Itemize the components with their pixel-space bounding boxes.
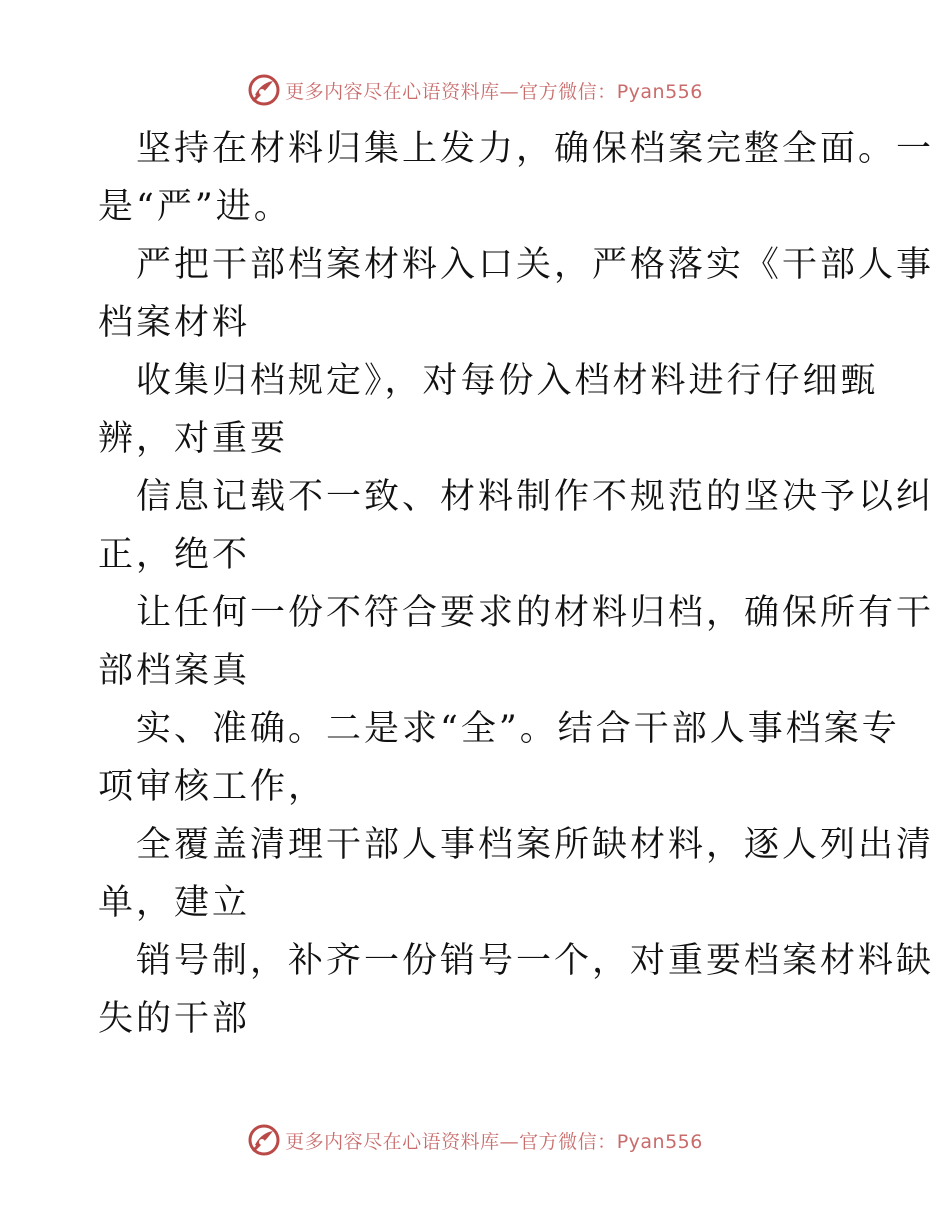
watermark-dash: —	[499, 1130, 520, 1153]
text-line: 严把干部档案材料入口关，严格落实《干部人事	[136, 245, 935, 285]
text-line: 正，绝不	[98, 535, 251, 575]
text-line: 实、准确。二是求“全”。结合干部人事档案专	[136, 709, 900, 749]
text-line: 部档案真	[98, 651, 251, 691]
watermark-text	[285, 77, 703, 104]
text-line: 信息记载不一致、材料制作不规范的坚决予以纠	[136, 477, 935, 517]
text-line: 辨，对重要	[98, 419, 289, 459]
watermark-wechat-id: Pyan556	[616, 1130, 703, 1153]
text-line: 销号制，补齐一份销号一个，对重要档案材料缺	[136, 941, 935, 981]
text-line: 单，建立	[98, 883, 251, 923]
text-line: 坚持在材料归集上发力，确保档案完整全面。一	[136, 129, 935, 169]
header-watermark	[0, 70, 950, 110]
logo-icon	[247, 73, 281, 107]
text-line: 是“严”进。	[98, 187, 292, 227]
watermark-site-name: 更多内容尽在心语资料库	[285, 80, 500, 103]
watermark-dash: —	[499, 80, 520, 103]
document-body	[98, 120, 935, 1048]
logo-icon	[247, 1123, 281, 1157]
footer-watermark	[0, 1120, 950, 1160]
text-line: 失的干部	[98, 999, 251, 1039]
text-line: 让任何一份不符合要求的材料归档，确保所有干	[136, 593, 935, 633]
text-line: 档案材料	[98, 303, 251, 343]
watermark-wechat-id: Pyan556	[616, 80, 703, 103]
watermark-official-label: 官方微信：	[519, 1130, 617, 1153]
text-line: 收集归档规定》，对每份入档材料进行仔细甄	[136, 361, 879, 401]
text-line: 项审核工作，	[98, 767, 327, 807]
watermark-text	[285, 1127, 703, 1154]
text-line: 全覆盖清理干部人事档案所缺材料，逐人列出清	[136, 825, 935, 865]
watermark-official-label: 官方微信：	[519, 80, 617, 103]
watermark-site-name: 更多内容尽在心语资料库	[285, 1130, 500, 1153]
